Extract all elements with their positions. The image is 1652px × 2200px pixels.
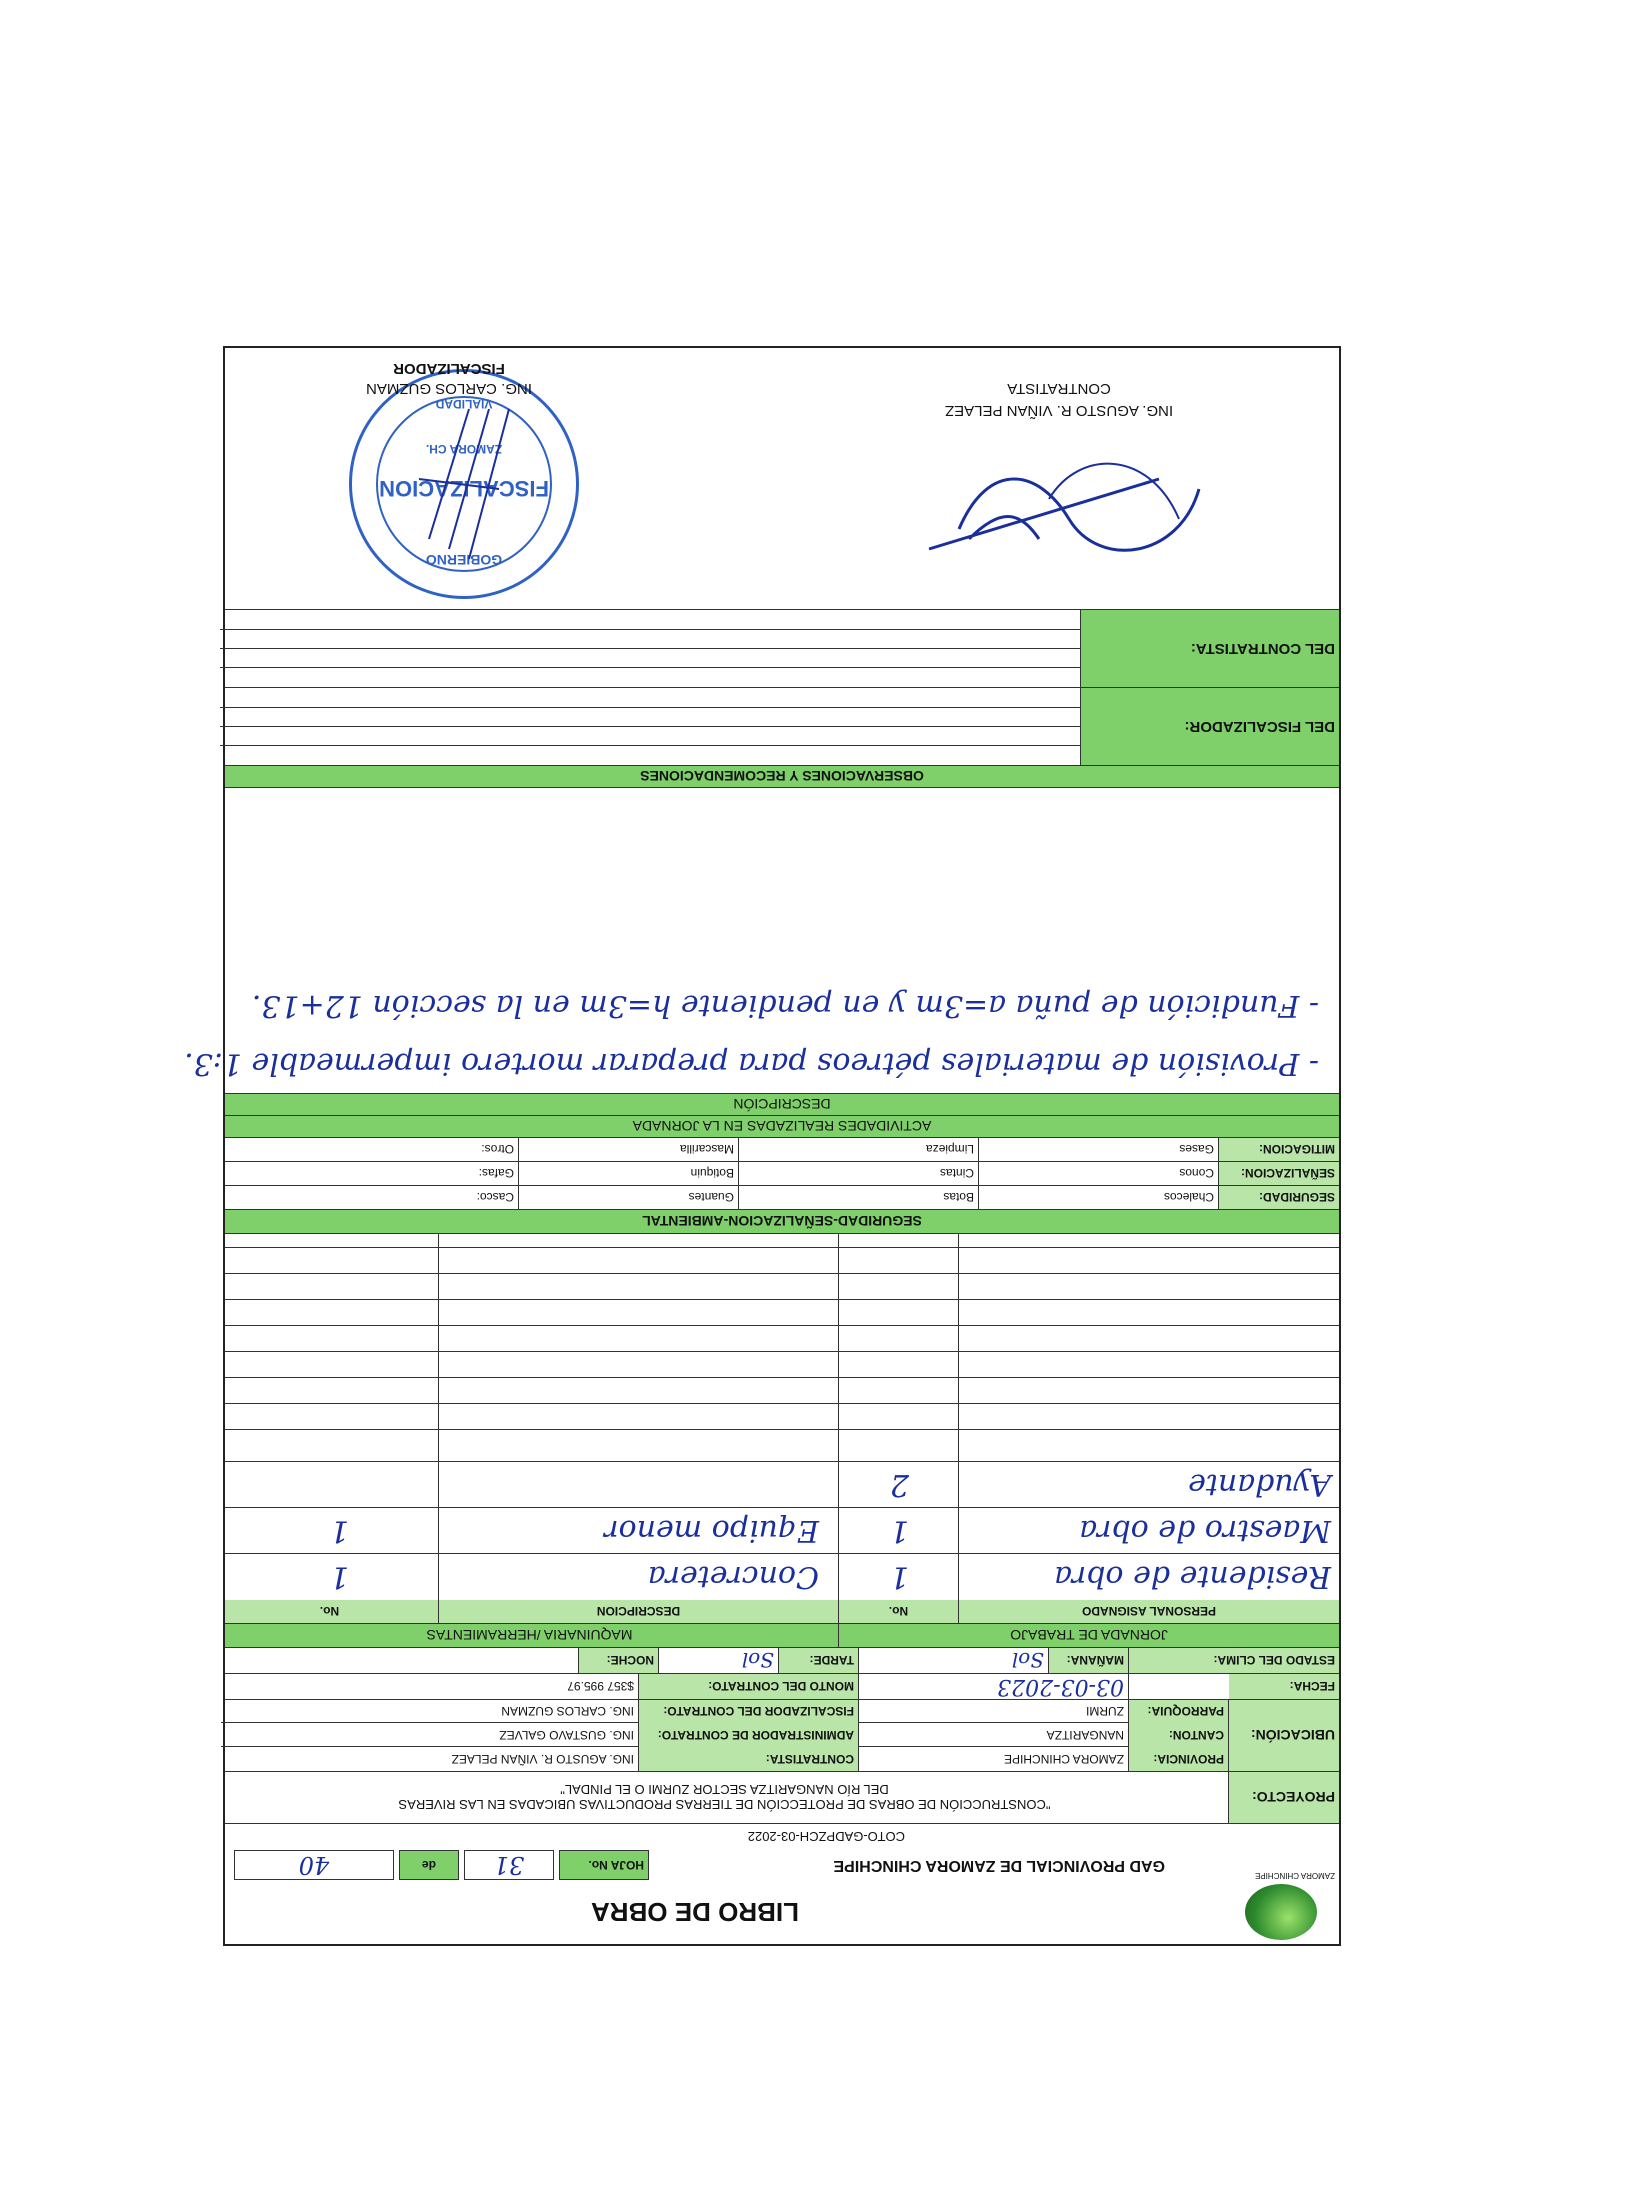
- contratista-value[interactable]: ING. AGUSTO R. VIÑAN PELAEZ: [221, 1747, 639, 1771]
- fiscalizador-value[interactable]: ING. CARLOS GUZMAN: [221, 1699, 639, 1723]
- clima-row: [225, 1648, 1339, 1674]
- contract-code: COTO-GADPZCH-03-2022: [747, 1829, 905, 1845]
- col-descripcion: DESCRIPCION: [439, 1600, 839, 1623]
- institution-row: [225, 1850, 1339, 1880]
- contratista-name: ING. AGUSTO R. VIÑAN PELAEZ: [944, 402, 1174, 419]
- col-personal: PERSONAL ASIGNADO: [1082, 1604, 1217, 1619]
- tarde-value[interactable]: Sol: [659, 1648, 779, 1673]
- page-title: LIBRO DE OBRA: [591, 1897, 799, 1928]
- actividad-line-2: - Fundición de puña a=3m y en pendiente h=3m en la sección 12+13.: [251, 988, 1319, 1023]
- columns-header: [225, 1600, 1339, 1624]
- senalizacion-label: SEÑALIZACION:: [1219, 1162, 1339, 1185]
- monto-label: MONTO DEL CONTRATO:: [639, 1674, 859, 1699]
- obs-contratista-lines[interactable]: [220, 610, 1081, 687]
- senalizacion-item-3[interactable]: Botiquin: [519, 1162, 739, 1185]
- seguridad-item-4[interactable]: Casco:: [221, 1186, 519, 1209]
- de-label: de: [399, 1850, 459, 1880]
- logo-icon: [1245, 1884, 1317, 1940]
- actividades-subheader-row: [225, 1094, 1339, 1116]
- contratista-label: CONTRATISTA:: [639, 1747, 859, 1771]
- provincia-value[interactable]: ZAMORA CHINCHIPE: [859, 1747, 1129, 1771]
- administrador-label: ADMINISTRADOR DE CONTRATO:: [639, 1723, 859, 1747]
- proyecto-line-1: "CONSTRUCCIÓN DE OBRAS DE PROTECCIÓN DE TIERRAS PRODUCTIVAS UBICADAS EN LAS RIVERAS: [398, 1797, 1051, 1813]
- observaciones-header-row: [225, 766, 1339, 788]
- firmas-row: [225, 344, 1339, 610]
- senalizacion-item-2[interactable]: Cintas: [739, 1162, 979, 1185]
- seguridad-item-1[interactable]: Chalecos: [979, 1186, 1219, 1209]
- seguridad-item-2[interactable]: Botas: [739, 1186, 979, 1209]
- personal-no-3[interactable]: 2: [889, 1467, 909, 1502]
- proyecto-label: PROYECTO:: [1229, 1772, 1339, 1823]
- jornada-maquinaria-header: [225, 1624, 1339, 1648]
- observaciones-header: OBSERVACIONES Y RECOMENDACIONES: [640, 768, 924, 785]
- noche-value[interactable]: [221, 1648, 579, 1673]
- obs-contratista-label: DEL CONTRATISTA:: [1081, 610, 1339, 687]
- manana-label: MAÑANA:: [1049, 1648, 1129, 1673]
- maquinaria-row-1[interactable]: Concretera: [647, 1559, 819, 1594]
- senalizacion-item-4[interactable]: Gafas:: [221, 1162, 519, 1185]
- canton-label: CANTON:: [1129, 1723, 1229, 1747]
- personal-no-2[interactable]: 1: [889, 1513, 909, 1548]
- actividades-header-row: [225, 1116, 1339, 1138]
- contratista-role: CONTRATISTA: [1007, 380, 1111, 397]
- maquinaria-no-1[interactable]: 1: [329, 1559, 349, 1594]
- col-maquinaria-no: No.: [221, 1600, 439, 1623]
- jornada-header: JORNADA DE TRABAJO: [1010, 1627, 1168, 1644]
- fiscalizador-signature-icon: [389, 399, 539, 569]
- fecha-row: [225, 1674, 1339, 1700]
- personal-no-1[interactable]: 1: [889, 1559, 909, 1594]
- jornada-table: [225, 1234, 1339, 1600]
- actividades-header: ACTIVIDADES REALIZADAS EN LA JORNADA: [632, 1118, 932, 1135]
- ubicacion-block: [225, 1700, 1339, 1772]
- title-row: [225, 1880, 1339, 1944]
- senalizacion-row: [225, 1162, 1339, 1186]
- seguridad-header: SEGURIDAD-SEÑALIZACION-AMBIENTAL: [642, 1213, 922, 1230]
- fecha-label: FECHA:: [1229, 1674, 1339, 1699]
- seguridad-row: [225, 1186, 1339, 1210]
- clima-label: ESTADO DEL CLIMA:: [1129, 1648, 1339, 1673]
- institution-name: GAD PROVINCIAL DE ZAMORA CHINCHIPE: [833, 1857, 1165, 1874]
- obs-fiscalizador-lines[interactable]: [220, 688, 1081, 765]
- mitigacion-item-1[interactable]: Gases: [979, 1138, 1219, 1161]
- libro-de-obra-form: [184, 346, 1341, 1946]
- ubicacion-label: UBICACIÓN:: [1229, 1700, 1339, 1771]
- monto-value[interactable]: $357 995.97: [221, 1674, 639, 1699]
- actividad-line-1: - Provisión de materiales pétreos para preparar mortero impermeable 1:3.: [184, 1046, 1319, 1081]
- fiscalizador-label: FISCALIZADOR DEL CONTRATO:: [639, 1699, 859, 1723]
- proyecto-value: [221, 1772, 1229, 1823]
- mitigacion-row: [225, 1138, 1339, 1162]
- canton-value[interactable]: NANGARITZA: [859, 1723, 1129, 1747]
- tarde-label: TARDE:: [779, 1648, 859, 1673]
- stamp-center-text: FISCALIZACION: [379, 476, 549, 501]
- manana-value[interactable]: Sol: [859, 1648, 1049, 1673]
- senalizacion-item-1[interactable]: Conos: [979, 1162, 1219, 1185]
- maquinaria-no-2[interactable]: 1: [329, 1513, 349, 1548]
- stamp-bottom-text: VIALIDAD: [435, 397, 493, 411]
- actividades-subheader: DESCRIPCIÓN: [733, 1096, 831, 1113]
- stamp-top-text: GOBIERNO: [425, 552, 503, 568]
- contratista-signature-icon: [899, 429, 1219, 579]
- maquinaria-row-2[interactable]: Equipo menor: [604, 1513, 819, 1548]
- fiscalizador-name: ING. CARLOS GUZMAN: [366, 380, 532, 397]
- actividades-body[interactable]: [184, 788, 1339, 1094]
- noche-label: NOCHE:: [579, 1648, 659, 1673]
- fecha-value[interactable]: 03-03-2023: [859, 1674, 1129, 1699]
- mitigacion-item-4[interactable]: Otros:: [221, 1138, 519, 1161]
- col-personal-no: No.: [839, 1600, 959, 1623]
- personal-row-1[interactable]: Residente de obra: [1054, 1559, 1331, 1594]
- fiscalizador-role: FISCALIZADOR: [393, 360, 505, 377]
- seguridad-label: SEGURIDAD:: [1219, 1186, 1339, 1209]
- personal-row-3[interactable]: Ayudante: [1188, 1467, 1331, 1502]
- code-row: [225, 1824, 1339, 1850]
- stamp-left-text: ZAMORA CH.: [425, 442, 503, 456]
- logo-block: [1169, 1880, 1339, 1944]
- parroquia-label: PARROQUIA:: [1129, 1699, 1229, 1723]
- proyecto-row: [225, 1772, 1339, 1824]
- seguridad-header-row: [225, 1210, 1339, 1234]
- hoja-label: HOJA No.: [559, 1850, 649, 1880]
- fiscalizador-signature: [389, 399, 539, 569]
- provincia-label: PROVINCIA:: [1129, 1747, 1229, 1771]
- mitigacion-item-2[interactable]: Limpieza: [739, 1138, 979, 1161]
- contratista-signature: [899, 429, 1219, 579]
- administrador-value[interactable]: ING. GUSTAVO GALVEZ: [221, 1723, 639, 1747]
- mitigacion-label: MITIGACION:: [1219, 1138, 1339, 1161]
- mitigacion-item-3[interactable]: Mascarilla: [519, 1138, 739, 1161]
- personal-row-2[interactable]: Maestro de obra: [1079, 1513, 1331, 1548]
- logo-caption: ZAMORA CHINCHIPE: [1254, 1871, 1335, 1880]
- seguridad-item-3[interactable]: Guantes: [519, 1186, 739, 1209]
- parroquia-value[interactable]: ZURMI: [859, 1699, 1129, 1723]
- maquinaria-header: MAQUINARIA /HERRAMIENTAS: [221, 1624, 839, 1647]
- obs-fiscalizador-label: DEL FISCALIZADOR:: [1081, 688, 1339, 765]
- hoja-value[interactable]: 31: [464, 1850, 554, 1880]
- obs-contratista-row: [225, 610, 1339, 688]
- proyecto-line-2: DEL RÍO NANGARITZA SECTOR ZURMI O EL PINDAL": [560, 1782, 889, 1798]
- de-value[interactable]: 40: [234, 1850, 394, 1880]
- obs-fiscalizador-row: [225, 688, 1339, 766]
